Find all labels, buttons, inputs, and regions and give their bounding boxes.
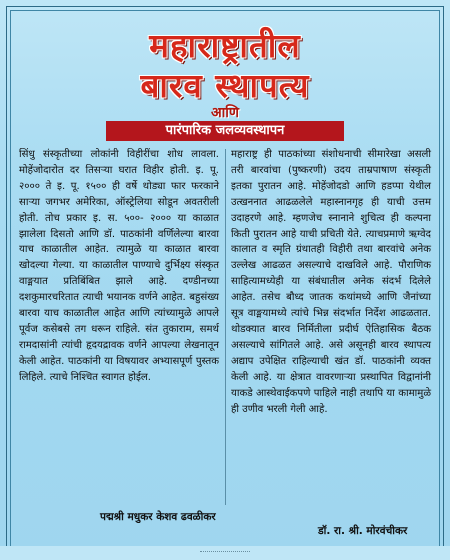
column-divider [225,149,226,505]
left-signature: पद्मश्री मधुकर केशव ढवळीकर [100,511,216,523]
subtitle-banner: पारंपारिक जलव्यवस्थापन [106,121,344,141]
title-line-2: बारव स्थापत्य [140,66,310,105]
right-column-text [231,147,431,417]
title-line-1: महाराष्ट्रातील [149,26,301,65]
left-paragraph: सिंधु संस्कृतीच्या लोकांनी विहीरींचा शोध लावला. मोहेंजोदारोत दर तिसऱ्या घरात विहीर होती. इ. पू. २००० ते इ. पू. १५०० ही वर्षे थोड्या फार फरकाने साऱ्या जगभर अमेरिका, ऑस्ट्रेलिया सोडून अवतरीली होती. तोच प्रकार इ. स. ५००- २००० या काळात झालेला दिसतो आणि डॉ. पाठकांनी वर्णिलेल्या बारवा याच काळातील आहेत. त्यामुळे या काळात बारवा खोदल्या गेल्या. या काळातील पाण्याचे दुर्भिक्ष्य संस्कृत वाङ्मयात प्रतिबिंबित झाले आहे. दण्डीनच्या दशकुमारचरितात त्याची भयानक वर्णने आहेत. बहुसंख्य बारवा याच काळातील आहेत आणि त्यांच्यामुळे आपले पूर्वज कसेबसे तग धरून राहिले. संत तुकाराम, समर्थ रामदासांनी त्यांची हृदयद्रावक वर्णने आपल्या लेखनातून केली आहेत. पाठकांनी या विषयावर अभ्यासपूर्ण पुस्तक लिहिले. त्याचे निश्चित स्वागत होईल. [19,149,219,383]
right-paragraph: महाराष्ट्र ही पाठकांच्या संशोधनाची सीमारेखा असली तरी बारवांचा (पुष्करणी) उदय ताम्रपाषाण संस्कृती इतका पुरातन आहे. मोहेंजोदडो आणि हडप्पा येथील उत्खननात आढळलेले महास्नानगृह ही याची उत्तम उदाहरणे आहे. म्हणजेच स्नानाने शुचित्व ही कल्पना किती पुरातन आहे याची प्रचिती येते. त्याचप्रमाणे ऋग्वेद कालात व स्मृति ग्रंथातही विहीरी तथा बारवांचे अनेक उल्लेख आढळत असल्याचे दाखविले आहे. पौराणिक साहित्यामध्येही या संबंधातील अनेक संदर्भ दिलेले आहेत. तसेच बौध्द जातक कथांमध्ये आणि जैनांच्या सूत्र वाङ्मयामध्ये त्यांचे भिन्न संदर्भात निर्देश आढळतात. थोडक्यात बारव निर्मितीला प्रदीर्घ ऐतिहासिक बैठक असल्याचे सांगितले आहे. असे असूनही बारव स्थापत्य अद्याप उपेक्षित राहिल्याची खंत डॉ. पाठकांनी व्यक्त केली आहे. या क्षेत्रात वावरणाऱ्या प्रस्थापित विद्वानांनी याकडे आस्थेवाईकपणे पाहिले नाही तथापि या कामामुळे ही उणीव भरली गेली आहे. [231,149,431,415]
title-conjunction: आणि [210,105,240,121]
page-mark [200,551,250,558]
left-column-text [19,147,219,386]
right-signature: डॉ. रा. श्री. मोरवंचीकर [318,525,408,537]
